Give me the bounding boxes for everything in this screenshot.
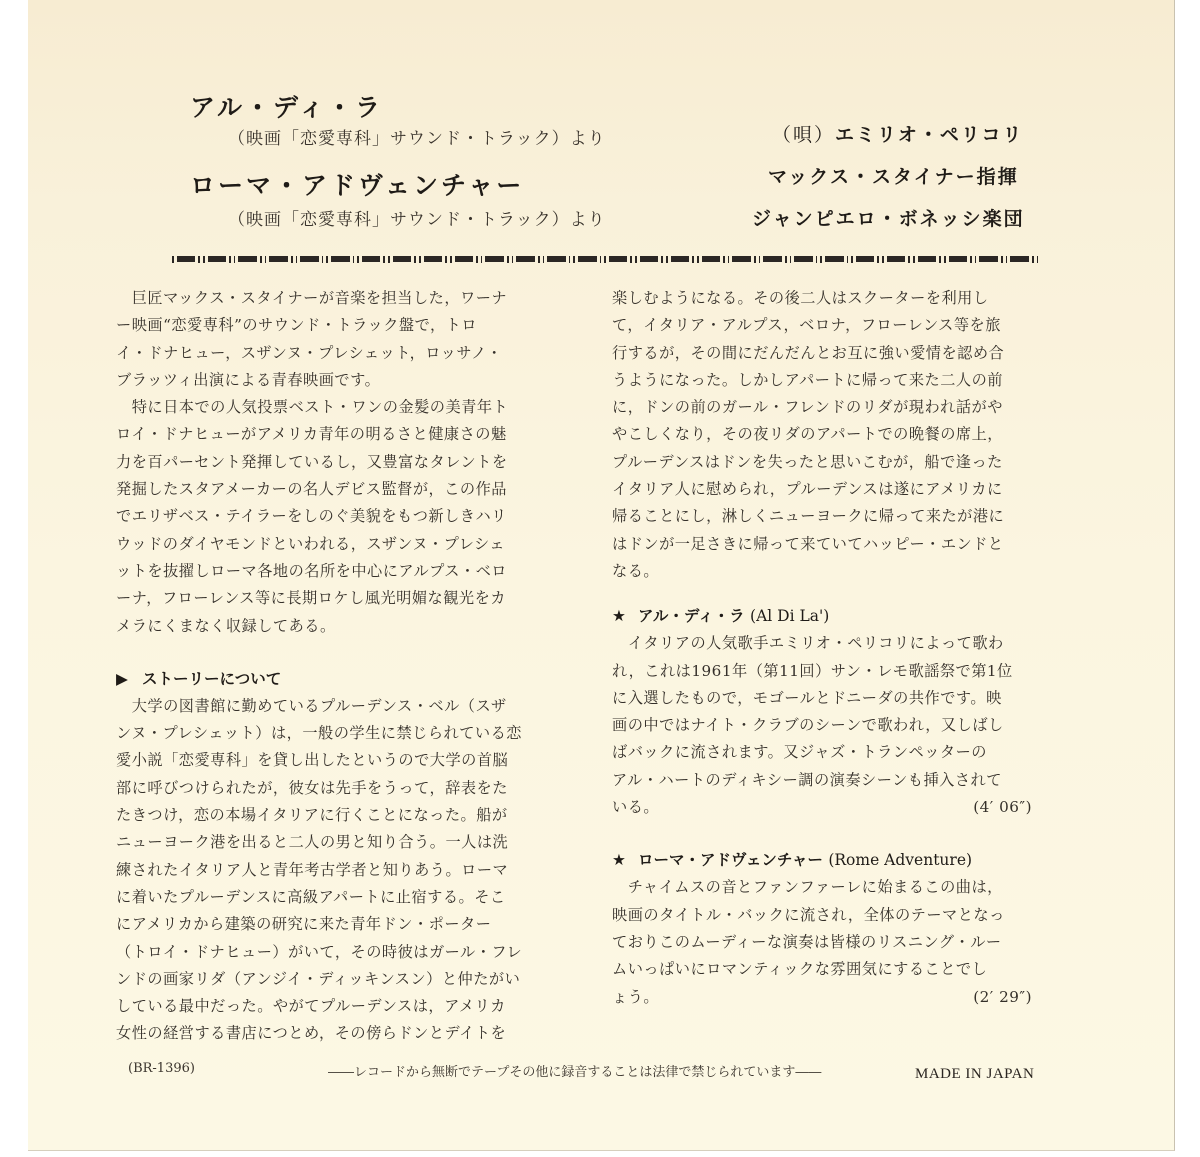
divider-bar (785, 256, 787, 263)
text-line: 特に日本での人気投票ベスト・ワンの金髪の美青年ト (116, 398, 509, 417)
divider-bar (1032, 256, 1034, 263)
divider-bar (820, 256, 822, 263)
text-line: ブラッツィ出演による青春映画です。 (116, 370, 381, 389)
divider-bar (975, 256, 977, 263)
text-line (612, 984, 1032, 1011)
right-column (612, 285, 1062, 1011)
divider-block (362, 256, 381, 262)
text-line: ロイ・ドナヒューがアメリカ青年の明るさと健康さの魅 (116, 425, 507, 444)
text-line: 女性の経営する書店につとめ，その傍らドンとデイトを (116, 1024, 507, 1043)
text-line: はドンが一足さきに帰って来ていてハッピー・エンドと (612, 534, 1004, 553)
text-line: やこしくなり，その夜リダのアパートでの晩餐の席上， (612, 425, 1003, 444)
text-line: て，イタリア・アルプス，ベロナ，フローレンス等を旅 (612, 316, 1001, 335)
divider-bar (600, 256, 602, 263)
song1-source: （映画「恋愛専科」サウンド・トラック）より (228, 129, 606, 149)
divider-block (269, 256, 288, 262)
divider-bar (847, 256, 849, 263)
track1-title-jp: アル・ディ・ラ (638, 607, 745, 626)
divider-bar (476, 256, 478, 263)
text-line: れ，これは1961年（第11回）サン・レモ歌謡祭で第1位 (612, 661, 1013, 680)
text-line: 楽しむようになる。その後二人はスクーターを利用し (612, 289, 989, 307)
star-icon: ★ (612, 851, 626, 870)
divider-bar (203, 256, 205, 263)
text-line: ばバックに流されます。又ジャズ・トランペッターの (612, 743, 987, 762)
divider-bar (322, 256, 324, 263)
story-heading (116, 666, 576, 693)
divider-block (393, 256, 412, 262)
text-line: 練されたイタリア人と青年考古学者と知りあう。ローマ (116, 860, 509, 879)
divider-block (794, 256, 813, 262)
divider-block (516, 256, 535, 262)
text-line: プルーデンスはドンを失ったと思いこむが，船で逢った (612, 452, 1003, 471)
catalog-number: (BR-1396) (128, 1061, 195, 1076)
divider-bar (260, 256, 262, 263)
text-line: メラにくまなく収録してある。 (116, 616, 336, 635)
divider-bar (970, 256, 972, 263)
divider-bar (419, 256, 421, 263)
divider-bar (1006, 256, 1008, 263)
divider-block (949, 256, 968, 262)
text-line: でエリザベス・テイラーをしのぐ美貌をもつ新しきハリ (116, 507, 507, 526)
intro-text (116, 285, 576, 640)
divider-bar (569, 256, 571, 263)
track-duration: (2′ 29″) (973, 987, 1032, 1006)
text-line: なる。 (612, 561, 660, 580)
text-line: 巨匠マックス・スタイナーが音楽を担当した，ワーナ (116, 289, 508, 307)
song2-title: ローマ・アドヴェンチャー (190, 171, 525, 200)
divider-block (702, 256, 721, 262)
credit-vocal (772, 120, 1023, 147)
divider-bar (538, 256, 540, 263)
divider-bar (1001, 256, 1003, 263)
divider-block (763, 256, 782, 262)
divider-bar (630, 256, 632, 263)
text-line: 部に呼びつけられたが，彼女は先手をうって，辞表をた (116, 778, 508, 797)
divider-block (238, 256, 257, 262)
divider-bar (851, 256, 853, 263)
divider-bar (759, 256, 761, 263)
text-line: ウッドのダイヤモンドといわれる，スザンヌ・プレシェ (116, 534, 506, 553)
text-line: イタリアの人気歌手エミリオ・ペリコリによって歌わ (612, 634, 1004, 653)
divider-bar (291, 256, 293, 263)
text-line: 発掘したスタアメーカーの名人デビス監督が，この作品 (116, 480, 507, 499)
track1-heading (612, 603, 1062, 630)
copyright-notice: ――レコードから無断でテープその他に録音することは法律で禁じられています―― (328, 1065, 822, 1080)
track-duration: (4′ 06″) (973, 798, 1032, 817)
text-line: 画の中ではナイト・クラブのシーンで歌われ，又しばし (612, 716, 1004, 735)
divider-bar (353, 256, 355, 263)
text-line: ンヌ・プレシェット）は，一般の学生に禁じられている恋 (116, 724, 522, 743)
text-line: 帰ることにし，淋しくニューヨークに帰って来たが港に (612, 507, 1005, 526)
divider-block (300, 256, 319, 262)
divider-bar (481, 256, 483, 263)
text-line: に，ドンの前のガール・フレンドのリダが現われ話がや (612, 398, 1003, 417)
divider-block (1010, 256, 1029, 262)
divider-bar (790, 256, 792, 263)
divider-block (979, 256, 998, 262)
divider-bar (604, 256, 606, 263)
text-line: ムいっぱいにロマンティックな雰囲気にすることでし (612, 960, 988, 979)
credit-orchestra: ジャンピエロ・ボネッシ楽団 (752, 208, 1025, 230)
decorative-divider (172, 255, 1038, 263)
text-line: ー映画“恋愛専科”のサウンド・トラック盤で，トロ (116, 316, 478, 335)
divider-bar (507, 256, 509, 263)
text-line (612, 794, 1032, 821)
text-line: に入選したもので，モゴールとドニーダの共作です。映 (612, 688, 1002, 707)
text-line: イ・ドナヒュー，スザンヌ・プレシェット，ロッサノ・ (116, 343, 503, 362)
divider-block (177, 256, 196, 262)
divider-bar (939, 256, 941, 263)
divider-block (331, 256, 350, 262)
divider-bar (326, 256, 328, 263)
credit-vocal-name: エミリオ・ペリコリ (835, 124, 1024, 146)
text-line: に着いたプルーデンスに高級アパートに止宿する。そこ (116, 887, 506, 906)
divider-bar (229, 256, 231, 263)
text-line-content: いる。 (612, 798, 660, 817)
text-line: （トロイ・ドナヒュー）がいて，その時彼はガール・フレ (116, 942, 523, 961)
divider-bar (172, 256, 174, 263)
divider-bar (265, 256, 267, 263)
divider-bar (723, 256, 725, 263)
divider-block (485, 256, 504, 262)
divider-bar (445, 256, 447, 263)
story-continued-text (612, 285, 1062, 585)
divider-bar (450, 256, 452, 263)
song1-title: アル・ディ・ラ (190, 93, 384, 122)
divider-bar (754, 256, 756, 263)
divider-block (856, 256, 875, 262)
divider-bar (913, 256, 915, 263)
track2-title-jp: ローマ・アドヴェンチャー (638, 851, 823, 870)
text-line: 愛小説「恋愛専科」を貸し出したというので大学の首脳 (116, 751, 509, 770)
text-line: ておりこのムーディーな演奏は皆様のリスニング・ルー (612, 932, 1002, 951)
story-heading-label: ストーリーについて (142, 669, 282, 688)
divider-block (455, 256, 474, 262)
text-line: ットを抜擢しローマ各地の名所を中心にアルプス・ベロ (116, 561, 507, 580)
divider-bar (543, 256, 545, 263)
divider-block (547, 256, 566, 262)
divider-block (671, 256, 690, 262)
triangle-marker-icon: ▶ (116, 669, 128, 688)
text-line: チャイムスの音とファンファーレに始まるこの曲は， (612, 878, 1003, 897)
text-line: たきつけ，恋の本場イタリアに行くことになった。船が (116, 806, 508, 825)
text-line: うようになった。しかしアパートに帰って来た二人の前 (612, 370, 1003, 389)
divider-bar (877, 256, 879, 263)
divider-bar (882, 256, 884, 263)
divider-block (918, 256, 937, 262)
text-line-content: ょう。 (612, 987, 660, 1006)
made-in-japan: MADE IN JAPAN (915, 1066, 1035, 1082)
divider-bar (666, 256, 668, 263)
divider-bar (728, 256, 730, 263)
divider-block (825, 256, 844, 262)
track2-description (612, 874, 1062, 1010)
text-line: している最中だった。やがてプルーデンスは，アメリカ (116, 997, 506, 1016)
credit-vocal-label: （唄） (772, 124, 836, 146)
divider-bar (1037, 256, 1039, 263)
text-line: 行するが，その間にだんだんとお互に強い愛情を認め合 (612, 343, 1005, 362)
divider-bar (414, 256, 416, 263)
text-line: ンドの画家リダ（アンジイ・ディッキンスン）と仲たがい (116, 969, 521, 988)
divider-block (609, 256, 628, 262)
divider-bar (908, 256, 910, 263)
divider-block (208, 256, 227, 262)
song2-source: （映画「恋愛専科」サウンド・トラック）より (228, 210, 606, 230)
divider-bar (388, 256, 390, 263)
divider-bar (697, 256, 699, 263)
divider-block (732, 256, 751, 262)
divider-bar (944, 256, 946, 263)
star-icon: ★ (612, 607, 626, 626)
track2-heading (612, 847, 1062, 874)
track1-title-en: (Al Di La') (750, 607, 830, 626)
divider-bar (234, 256, 236, 263)
divider-block (578, 256, 597, 262)
track2-title-en: (Rome Adventure) (828, 851, 973, 870)
divider-bar (383, 256, 385, 263)
text-line: イタリア人に慰められ，プルーデンスは遂にアメリカに (612, 480, 1003, 499)
text-line: ニューヨーク港を出ると二人の男と知り合う。一人は洗 (116, 833, 509, 852)
divider-bar (573, 256, 575, 263)
text-line: にアメリカから建築の研究に来た青年ドン・ポーター (116, 915, 492, 934)
divider-block (424, 256, 443, 262)
left-column (116, 285, 576, 1048)
divider-block (887, 256, 906, 262)
divider-bar (512, 256, 514, 263)
credit-conductor: マックス・スタイナー指揮 (768, 166, 1019, 188)
text-line: ーナ，フローレンス等に長期ロケし風光明媚な観光をカ (116, 589, 506, 608)
text-line: 大学の図書館に勤めているプルーデンス・ベル（スザ (116, 696, 507, 715)
divider-bar (198, 256, 200, 263)
divider-bar (296, 256, 298, 263)
track1-description (612, 630, 1062, 821)
text-line: 映画のタイトル・バックに流され，全体のテーマとなっ (612, 905, 1005, 924)
divider-bar (661, 256, 663, 263)
divider-bar (357, 256, 359, 263)
text-line: 力を百パーセント発揮しているし，又豊富なタレントを (116, 452, 508, 471)
divider-bar (816, 256, 818, 263)
story-text (116, 693, 576, 1048)
divider-bar (692, 256, 694, 263)
divider-block (640, 256, 659, 262)
text-line: アル・ハートのディキシー調の演奏シーンも挿入されて (612, 770, 1002, 789)
divider-bar (635, 256, 637, 263)
